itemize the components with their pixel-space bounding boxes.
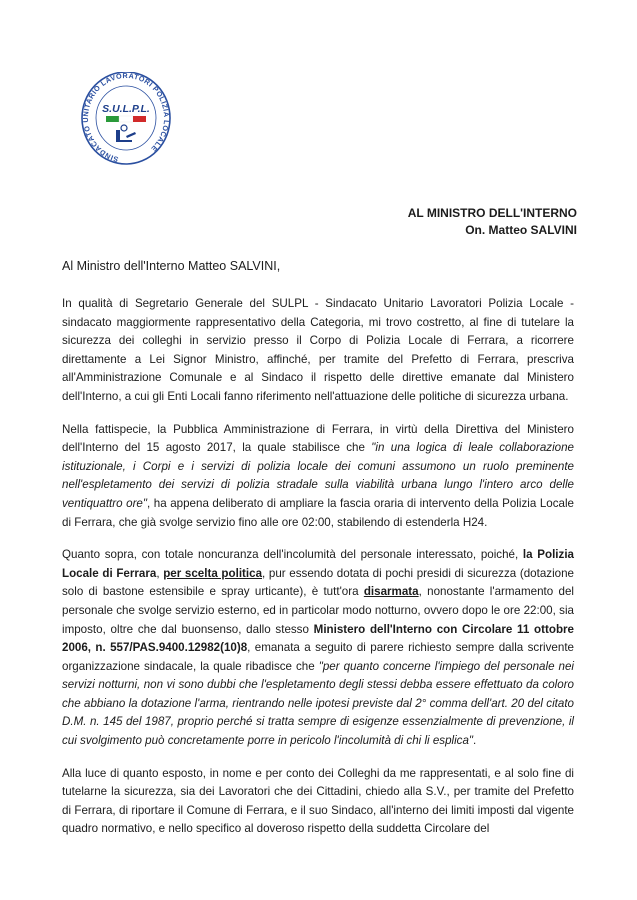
logo-acronym: S.U.L.P.L. <box>102 103 150 115</box>
p3-text-c: , <box>156 566 164 580</box>
p3-quote: "per quanto concerne l'impiego del personale nei servizi notturni, non vi sono dubbi che l'espletamento degli stessi debba essere effettuato da coloro che abbiano la dotazione l'arma, rientrando nelle ipotesi previste dal 2° comma dell'art. 20 del citato D.M. n. 145 del 1987, proprio perché si tratta sempre di esigenze essenzialmente di prevenzione, il cui svolgimento può concretamente porre in pericolo l'incolumità di chi li esplica" <box>62 659 575 748</box>
paragraph-1: In qualità di Segretario Generale del SULPL - Sindacato Unitario Lavoratori Polizia Locale - sindacato maggiormente rappresentativo della Categoria, mi trovo costretto, al fine di tutelare la sicurezza dei colleghi in servizio presso il Corpo di Polizia Locale di Ferrara, a ricorrere direttamente a Lei Signor Ministro, affinché, per tramite del Prefetto di Ferrara, prescriva all'Amministrazione Comunale e al Sindaco il rispetto delle direttive emanate dal Ministero dell'Interno, a cui gli Enti Locali fanno riferimento nell'attuazione delle politiche di sicurezza urbana. <box>62 297 574 403</box>
paragraph-2 <box>62 421 574 533</box>
p2-quote: "in una logica di leale collaborazione istituzionale, i Corpi e i servizi di polizia locale dei comuni assumono un ruolo preminente nell'espletamento dei servizi di polizia stradale sulla viabilità urbana lungo l'intero arco delle ventiquattro ore" <box>62 441 574 510</box>
p3-text-g: , nonostante l'armamento del personale che svolge servizio esterno, ed in particolar modo notturno, ovvero dopo le ore 22:00, sia imposto, oltre che dal buonsenso, dallo stesso <box>62 585 574 636</box>
logo-ring-text: SINDACATO UNITARIO LAVORATORI POLIZIA LOCALE <box>80 72 172 165</box>
p3-disarmata: disarmata <box>363 585 419 599</box>
addressee-block <box>408 205 577 239</box>
paragraph-4: Alla luce di quanto esposto, in nome e per conto dei Colleghi da me rappresentati, e al solo fine di tutelarne la sicurezza, sia dei Lavoratori che dei Cittadini, chiedo alla S.V., per tramite del Prefetto di Ferrara, di riportare il Comune di Ferrara, e il suo Sindaco, all'interno dei limiti imposti dal vigente quadro normativo, e nello specifico al doveroso rispetto della suddetta Circolare del <box>62 766 574 836</box>
letter-body <box>62 295 574 853</box>
addressee-line1: AL MINISTRO DELL'INTERNO <box>407 206 577 220</box>
p3-scelta-politica: per scelta politica <box>163 566 263 580</box>
p3-text-i: , emanata a seguito di parere richiesto sempre dalla scrivente organizzazione sindacale, la quale ribadisce che <box>62 641 574 673</box>
p3-polizia-locale: la Polizia Locale di Ferrara <box>62 548 574 580</box>
p3-text-e: , pur essendo dotata di pochi presidi di sicurezza (dotazione solo di bastone estensibile e spray urticante), è tutt'ora <box>62 566 574 599</box>
salutation: Al Ministro dell'Interno Matteo SALVINI, <box>62 259 281 273</box>
sulpl-logo <box>80 72 172 172</box>
p2-text-a: Nella fattispecie, la Pubblica Amministrazione di Ferrara, in virtù della Direttiva del Ministero dell'Interno del 15 agosto 2017, la quale stabilisce che <box>62 422 574 455</box>
p3-text-k: . <box>473 734 477 748</box>
p3-circolare: Ministero dell'Interno con Circolare 11 ottobre 2006, n. 557/PAS.9400.12982(10)8 <box>62 622 574 655</box>
paragraph-3 <box>62 546 574 751</box>
addressee-line2: On. Matteo SALVINI <box>465 223 577 237</box>
p3-text-a: Quanto sopra, con totale noncuranza dell'incolumità del personale interessato, poiché, <box>62 548 523 562</box>
p2-text-c: , ha appena deliberato di ampliare la fascia oraria di intervento della Polizia Locale di Ferrara, che già svolge servizio fino alle ore 02:00, stabilendo di estenderla H24. <box>62 496 574 529</box>
